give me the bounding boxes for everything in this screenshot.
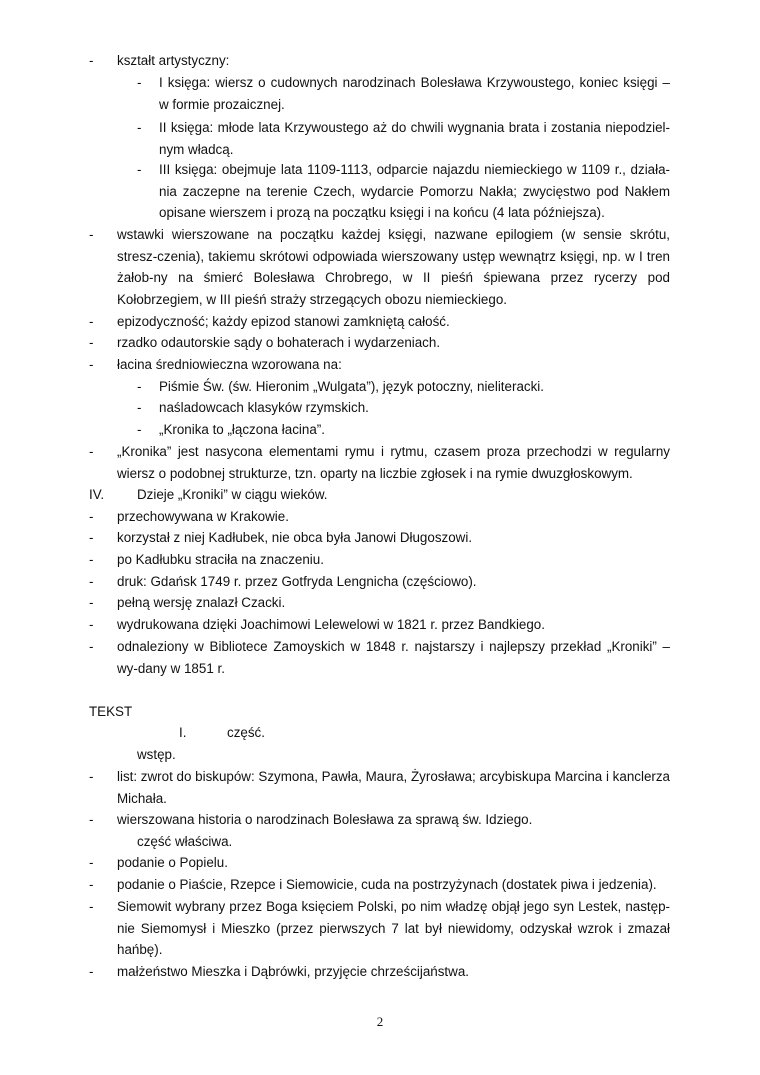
list-bullet: - (89, 357, 94, 372)
sublist-bullet: - (137, 75, 142, 90)
part-heading: część. (227, 725, 265, 740)
list-bullet: - (89, 639, 94, 654)
list-item: podanie o Piaście, Rzepce i Siemowicie, cuda na postrzyżynach (dostatek piwa i jedzenia). (117, 877, 657, 892)
list-bullet: - (89, 595, 94, 610)
list-item: druk: Gdańsk 1749 r. przez Gotfryda Lengnicha (częściowo). (117, 574, 477, 589)
sublist-item: II księga: młode lata Krzywoustego aż do chwili wygnania brata i zostania niepodziel-nym władcą. (159, 120, 670, 157)
list-item: odnaleziony w Bibliotece Zamoyskich w 1848 r. najstarszy i najlepszy przekład „Kroniki” – wy-dany w 1851 r. (117, 639, 670, 676)
list-item: pełną wersję znalazł Czacki. (117, 595, 286, 610)
sublist-bullet: - (137, 400, 142, 415)
sublist-item: naśladowcach klasyków rzymskich. (159, 400, 369, 415)
page-number: 2 (376, 1014, 384, 1029)
list-item: „Kronika” jest nasycona elementami rymu i rytmu, czasem proza przechodzi w regularny wiersz o podobnej strukturze, tzn. oparty na liczbie zgłosek i na rymie dwuzgłoskowym. (117, 444, 670, 481)
list-bullet: - (89, 812, 94, 827)
list-bullet: - (89, 530, 94, 545)
subheading-wstep: wstęp. (137, 747, 176, 762)
list-bullet: - (89, 574, 94, 589)
tekst-heading: TEKST (89, 704, 133, 719)
sublist-item: III księga: obejmuje lata 1109-1113, odparcie najazdu niemieckiego w 1109 r., działa-nia zaczepne na terenie Czech, wydarcie Pomorzu Nakła; zwycięstwo pod Nakłem opisane wierszem i prozą na początku księgi i na końcu (4 lata późniejsza). (159, 162, 670, 221)
sublist-item: Piśmie Św. (św. Hieronim „Wulgata”), język potoczny, nieliteracki. (159, 379, 544, 394)
list-item: wydrukowana dzięki Joachimowi Lelewelowi w 1821 r. przez Bandkiego. (117, 617, 545, 632)
list-item: podanie o Popielu. (117, 855, 228, 870)
sublist-bullet: - (137, 422, 142, 437)
list-item: list: zwrot do biskupów: Szymona, Pawła, Maura, Żyrosława; arcybiskupa Marcina i kanclerza Michała. (117, 769, 670, 806)
list-item: korzystał z niej Kadłubek, nie obca była Janowi Długoszowi. (117, 530, 473, 545)
list-bullet: - (89, 855, 94, 870)
list-item: rzadko odautorskie sądy o bohaterach i wydarzeniach. (117, 335, 441, 350)
list-bullet: - (89, 227, 94, 242)
list-bullet: - (89, 877, 94, 892)
list-item: po Kadłubku straciła na znaczeniu. (117, 552, 324, 567)
sublist-bullet: - (137, 379, 142, 394)
section-numeral: IV. (89, 487, 105, 502)
list-item: małżeństwo Mieszka i Dąbrówki, przyjęcie chrześcijaństwa. (117, 964, 469, 979)
list-item: epizodyczność; każdy epizod stanowi zamkniętą całość. (117, 314, 450, 329)
sublist-bullet: - (137, 120, 142, 135)
part-numeral: I. (179, 725, 187, 740)
list-bullet: - (89, 444, 94, 459)
list-item: Siemowit wybrany przez Boga księciem Polski, po nim władzę objął jego syn Lestek, następ-nie Siemomysł i Mieszko (przez pierwszych 7 lat był niewidomy, odzyskał wzrok i zmazał hańbę). (117, 899, 670, 958)
sublist-bullet: - (137, 162, 142, 177)
subheading-czesc-wlasciwa: część właściwa. (137, 834, 233, 849)
list-item: kształt artystyczny: (117, 53, 230, 68)
section-heading: Dzieje „Kroniki” w ciągu wieków. (137, 487, 328, 502)
list-bullet: - (89, 53, 94, 68)
list-bullet: - (89, 314, 94, 329)
list-bullet: - (89, 899, 94, 914)
list-item: łacina średniowieczna wzorowana na: (117, 357, 342, 372)
list-bullet: - (89, 617, 94, 632)
sublist-item: „Kronika to „łączona łacina”. (159, 422, 325, 437)
list-item: przechowywana w Krakowie. (117, 509, 289, 524)
list-item: wierszowana historia o narodzinach Bolesława za sprawą św. Idziego. (117, 812, 533, 827)
list-bullet: - (89, 509, 94, 524)
list-bullet: - (89, 769, 94, 784)
list-item: wstawki wierszowane na początku każdej księgi, nazwane epilogiem (w sensie skrótu, stresz-czenia), takiemu skrótowi odpowiada wierszowany ustęp wewnątrz księgi, np. w I tren żałob-ny na śmierć Bolesława Chrobrego, w II pieśń śpiewana przez rycerzy pod Kołobrzegiem, w III pieśń straży strzegących obozu niemieckiego. (117, 227, 670, 307)
sublist-item: I księga: wiersz o cudownych narodzinach Bolesława Krzywoustego, koniec księgi – w formie prozaicznej. (159, 75, 670, 112)
list-bullet: - (89, 335, 94, 350)
list-bullet: - (89, 964, 94, 979)
list-bullet: - (89, 552, 94, 567)
